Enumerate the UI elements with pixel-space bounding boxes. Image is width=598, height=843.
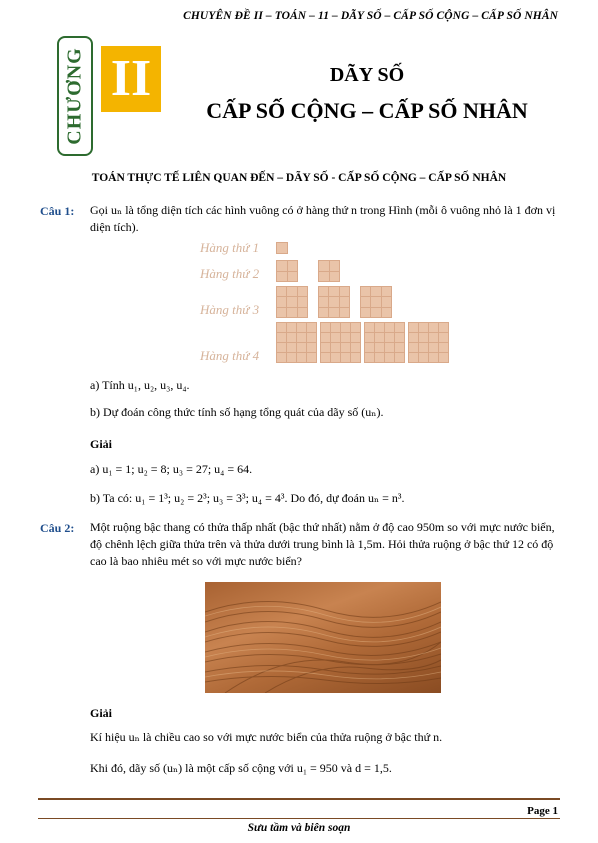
question-1-part-b: b) Dự đoán công thức tính số hạng tổng quát của dãy số (uₙ).: [90, 405, 384, 419]
chapter-vertical-label: CHƯƠNG: [63, 47, 86, 145]
chapter-vertical-box: [57, 36, 93, 156]
row-label-4: Hàng thứ 4: [200, 348, 260, 363]
question-2-text: Một ruộng bậc thang có thửa thấp nhất (bậc thứ nhất) nằm ở độ cao 950m so với mực nước biển, độ chênh lệch giữa thửa trên và thửa dưới trung bình là 1,5m. Hỏi thửa ruộng ở bậc thứ 12 có độ cao là bao nhiêu mét so với mực nước biển?: [90, 520, 555, 568]
question-1-text: Gọi uₙ là tổng diện tích các hình vuông có ở hàng thứ n trong Hình (mỗi ô vuông nhỏ là 1 đơn vị diện tích).: [90, 203, 556, 234]
square-row2-1: [276, 260, 298, 282]
rice-terrace-image: [205, 582, 441, 693]
rice-terrace-photo: [205, 582, 441, 693]
question-2-solution-line2: Khi đó, dãy số (uₙ) là một cấp số cộng với u₁ = 950 và d = 1,5.: [90, 761, 392, 775]
chapter-title-line2: CẤP SỐ CỘNG – CẤP SỐ NHÂN: [206, 98, 528, 123]
chapter-title-line1: DÃY SỐ: [329, 64, 405, 86]
square-row4-1: [276, 322, 317, 363]
question-2-label: Câu 2:: [40, 521, 75, 535]
footer-note: Sưu tầm và biên soạn: [247, 822, 351, 834]
question-2-solution-line1: Kí hiệu uₙ là chiều cao so với mực nước biển của thửa ruộng ở bậc thứ n.: [90, 730, 443, 744]
question-1-label: Câu 1:: [40, 204, 75, 218]
square-row2-2: [318, 260, 340, 282]
square-row1-1: [276, 242, 288, 254]
square-row3-3: [360, 286, 392, 318]
page-number: Page 1: [527, 805, 558, 817]
footer-rule-thin: [38, 818, 560, 819]
running-header: CHUYÊN ĐỀ II – TOÁN – 11 – DÃY SỐ – CẤP SỐ CỘNG – CẤP SỐ NHÂN: [183, 10, 558, 22]
square-row4-2: [320, 322, 361, 363]
question-2-solution-label: Giải: [90, 706, 113, 720]
chapter-number: II: [101, 46, 161, 112]
question-1-solution-a: a) u₁ = 1; u₂ = 8; u₃ = 27; u₄ = 64.: [90, 462, 253, 476]
row-label-1: Hàng thứ 1: [200, 240, 260, 255]
section-title: TOÁN THỰC TẾ LIÊN QUAN ĐẾN – DÃY SỐ - CẤP SỐ CỘNG – CẤP SỐ NHÂN: [91, 172, 507, 184]
square-row4-3: [364, 322, 405, 363]
question-1-part-a: a) Tính u₁, u₂, u₃, u₄.: [90, 378, 190, 392]
square-row3-2: [318, 286, 350, 318]
footer-rule: [38, 798, 560, 800]
question-1-solution-b: b) Ta có: u₁ = 1³; u₂ = 2³; u₃ = 3³; u₄ = 4³. Do đó, dự đoán uₙ = n³.: [90, 491, 405, 505]
square-row3-1: [276, 286, 308, 318]
question-1-solution-label: Giải: [90, 437, 113, 451]
squares-figure: [200, 240, 460, 370]
square-row4-4: [408, 322, 449, 363]
chapter-banner: [57, 36, 540, 156]
row-label-2: Hàng thứ 2: [200, 266, 260, 281]
row-label-3: Hàng thứ 3: [200, 302, 260, 317]
